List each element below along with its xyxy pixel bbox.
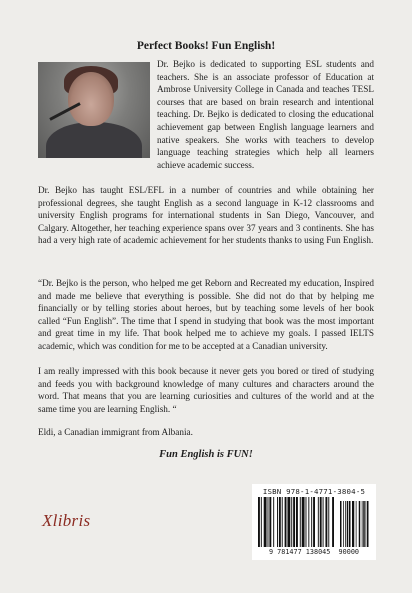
back-cover-title: Perfect Books! Fun English! — [136, 40, 276, 52]
photo-spacer — [38, 58, 157, 160]
testimonial-paragraph-1: “Dr. Bejko is the person, who helped me get Reborn and Recreated my education, Inspired and made me believe that everything is possible. She did not do that by helping me financially or by telling stories about heroes, but by teaching some levels of her book called “Fun English”. The time that I spend in studying that book was the most important and great time in my life. That book helped me to achieve my goals. I passed IELTS academic, which was condition for me to be accepted at a Canadian university. — [38, 278, 374, 351]
testimonial-attribution: Eldi, a Canadian immigrant from Albania. — [38, 427, 193, 437]
price-code: 90000 — [338, 548, 360, 556]
tagline: Fun English is FUN! — [159, 449, 253, 460]
barcode-icon — [258, 497, 370, 547]
teaching-experience-paragraph: Dr. Bejko has taught ESL/EFL in a number of countries and while obtaining her professional degrees, she taught English as a second language in K-12 classrooms and university English programs for international students in San Diego, Vancouver, and Calgary. Altogether, her teaching experience spans over 37 years and 3 continents. She has had a very high rate of academic achievement for her students thanks to using Fun English. — [38, 185, 374, 246]
barcode-digits: 9 781477 138045 — [268, 548, 331, 556]
author-intro-text: Dr. Bejko is dedicated to supporting ESL students and teachers. She is an associate professor of Education at Ambrose University College in Canada and teaches TESL courses that are based on brain research and intentional teaching. Dr. Bejko is dedicated to closing the educational achievement gap between English language learners and native speakers. She works with teachers to develop language teaching strategies which help all learners achieve academic success. — [157, 59, 374, 170]
testimonial-paragraph-2: I am really impressed with this book because it never gets you bored or tired of studying and feeds you with background knowledge of many cultures and characters around the word. That means that you are learning curiosities and cultures of the world and at the same time you are learning English. “ — [38, 366, 374, 414]
author-intro-paragraph — [38, 58, 374, 171]
publisher-logo: Xlibris — [42, 511, 91, 530]
barcode-digits-row — [256, 548, 372, 556]
isbn-label — [252, 487, 376, 496]
isbn-number: ISBN 978-1-4771-3804-5 — [262, 487, 366, 496]
barcode-box — [252, 484, 376, 560]
